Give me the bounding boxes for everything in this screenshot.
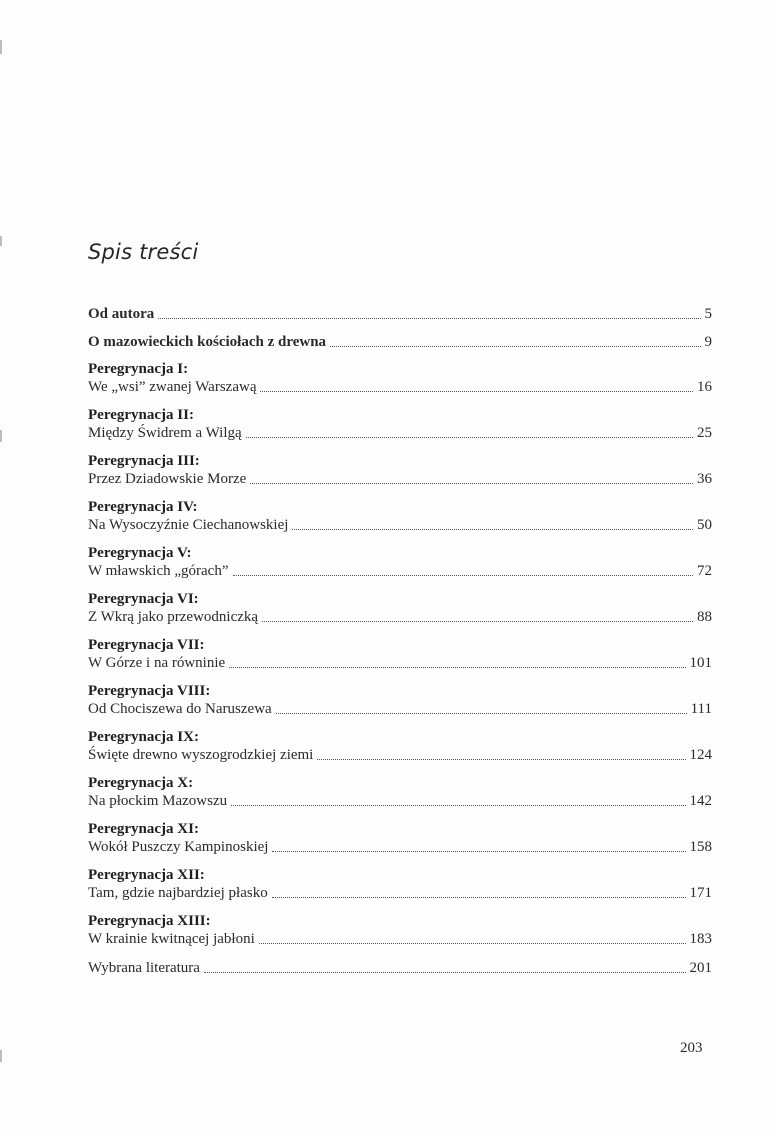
toc-entry-line	[88, 424, 712, 442]
toc-entry-title: Na płockim Mazowszu	[88, 793, 228, 809]
toc-entry	[88, 913, 712, 948]
toc-entry	[88, 407, 712, 442]
toc-entry-label: Peregrynacja VII:	[88, 637, 205, 653]
toc-entry	[88, 453, 712, 488]
toc-entry	[88, 821, 712, 856]
toc-entry-title: W krainie kwitnącej jabłoni	[88, 931, 255, 947]
toc-entry-page: 88	[697, 609, 712, 625]
toc-entry-title: Wybrana literatura	[88, 960, 200, 976]
toc-entry-line	[88, 700, 712, 718]
page-edge-mark	[0, 40, 2, 54]
toc-entry-title: Od Chociszewa do Naruszewa	[88, 701, 272, 717]
toc-entry-page: 50	[697, 517, 712, 533]
toc-entry-title: W mławskich „górach”	[88, 563, 229, 579]
toc-entry-title: Święte drewno wyszogrodzkiej ziemi	[88, 747, 314, 763]
toc-entry-line	[88, 333, 712, 351]
page-edge-mark	[0, 1050, 2, 1062]
dot-leader	[276, 713, 687, 714]
toc-entry-label: Peregrynacja VI:	[88, 591, 199, 607]
dot-leader	[158, 318, 700, 319]
dot-leader	[272, 897, 686, 898]
toc-entry-page: 111	[690, 701, 712, 717]
toc-entry-label: Peregrynacja II:	[88, 407, 194, 423]
toc-entry-title: Wokół Puszczy Kampinoskiej	[88, 839, 269, 855]
toc-entry-label: Peregrynacja XII:	[88, 867, 205, 883]
toc-entry	[88, 637, 712, 672]
toc-entry-title: W Górze i na równinie	[88, 655, 226, 671]
toc-entry-line	[88, 516, 712, 534]
toc-entry-page: 36	[697, 471, 712, 487]
dot-leader	[272, 851, 685, 852]
dot-leader	[259, 943, 686, 944]
toc-entry-page: 142	[689, 793, 712, 809]
toc-entry-title: Na Wysoczyźnie Ciechanowskiej	[88, 517, 289, 533]
toc-heading: Spis treści	[88, 240, 199, 264]
dot-leader	[260, 391, 693, 392]
toc-entry-line	[88, 959, 712, 977]
toc-entry-page: 201	[689, 960, 712, 976]
toc-entry-label: Peregrynacja V:	[88, 545, 192, 561]
toc-entry-label: Peregrynacja IX:	[88, 729, 199, 745]
toc-entry-page: 9	[704, 334, 712, 350]
toc-entry-line	[88, 930, 712, 948]
toc-entry	[88, 333, 712, 351]
toc-entry-page: 25	[697, 425, 712, 441]
page-number: 203	[680, 1040, 703, 1056]
toc-entry-line	[88, 608, 712, 626]
toc-entry	[88, 305, 712, 323]
toc-entry	[88, 729, 712, 764]
toc-entry-line	[88, 884, 712, 902]
dot-leader	[330, 346, 700, 347]
toc-entry-label: Peregrynacja XIII:	[88, 913, 211, 929]
toc-entry-label: Peregrynacja X:	[88, 775, 194, 791]
dot-leader	[233, 575, 693, 576]
toc-entry-page: 158	[689, 839, 712, 855]
dot-leader	[231, 805, 685, 806]
toc-entry-line	[88, 562, 712, 580]
toc-entry-title: O mazowieckich kościołach z drewna	[88, 334, 327, 350]
toc-entry-line	[88, 305, 712, 323]
toc-entry	[88, 867, 712, 902]
toc-entry-page: 5	[704, 306, 712, 322]
dot-leader	[317, 759, 685, 760]
toc-entry-line	[88, 378, 712, 396]
dot-leader	[204, 972, 686, 973]
toc-entry-title: We „wsi” zwanej Warszawą	[88, 379, 257, 395]
toc-entry-page: 183	[689, 931, 712, 947]
toc-entry-label: Peregrynacja III:	[88, 453, 200, 469]
toc-entry-line	[88, 654, 712, 672]
page-edge-mark	[0, 430, 2, 442]
toc-entry	[88, 499, 712, 534]
toc-entry	[88, 545, 712, 580]
toc-entry	[88, 683, 712, 718]
dot-leader	[262, 621, 693, 622]
toc-entry-title: Tam, gdzie najbardziej płasko	[88, 885, 268, 901]
toc-entry-label: Peregrynacja XI:	[88, 821, 199, 837]
toc-entry-page: 72	[697, 563, 712, 579]
dot-leader	[250, 483, 693, 484]
toc-entry-page: 124	[689, 747, 712, 763]
toc-entry-title: Przez Dziadowskie Morze	[88, 471, 247, 487]
toc-entry	[88, 591, 712, 626]
dot-leader	[229, 667, 685, 668]
toc-entry-line	[88, 838, 712, 856]
page-edge-mark	[0, 236, 2, 246]
toc-entry-label: Peregrynacja I:	[88, 361, 189, 377]
toc-entry-line	[88, 470, 712, 488]
toc-entry	[88, 361, 712, 396]
toc-entry-page: 101	[689, 655, 712, 671]
toc-entry-title: Między Świdrem a Wilgą	[88, 425, 242, 441]
dot-leader	[246, 437, 693, 438]
toc-entry-title: Od autora	[88, 306, 155, 322]
dot-leader	[292, 529, 693, 530]
toc-entry-label: Peregrynacja IV:	[88, 499, 198, 515]
toc-entry	[88, 775, 712, 810]
toc-entry-line	[88, 746, 712, 764]
toc-entry-page: 171	[689, 885, 712, 901]
toc-entry-page: 16	[697, 379, 712, 395]
toc-entry-title: Z Wkrą jako przewodniczką	[88, 609, 259, 625]
toc-entry-label: Peregrynacja VIII:	[88, 683, 211, 699]
toc-entry	[88, 959, 712, 977]
toc-entry-line	[88, 792, 712, 810]
